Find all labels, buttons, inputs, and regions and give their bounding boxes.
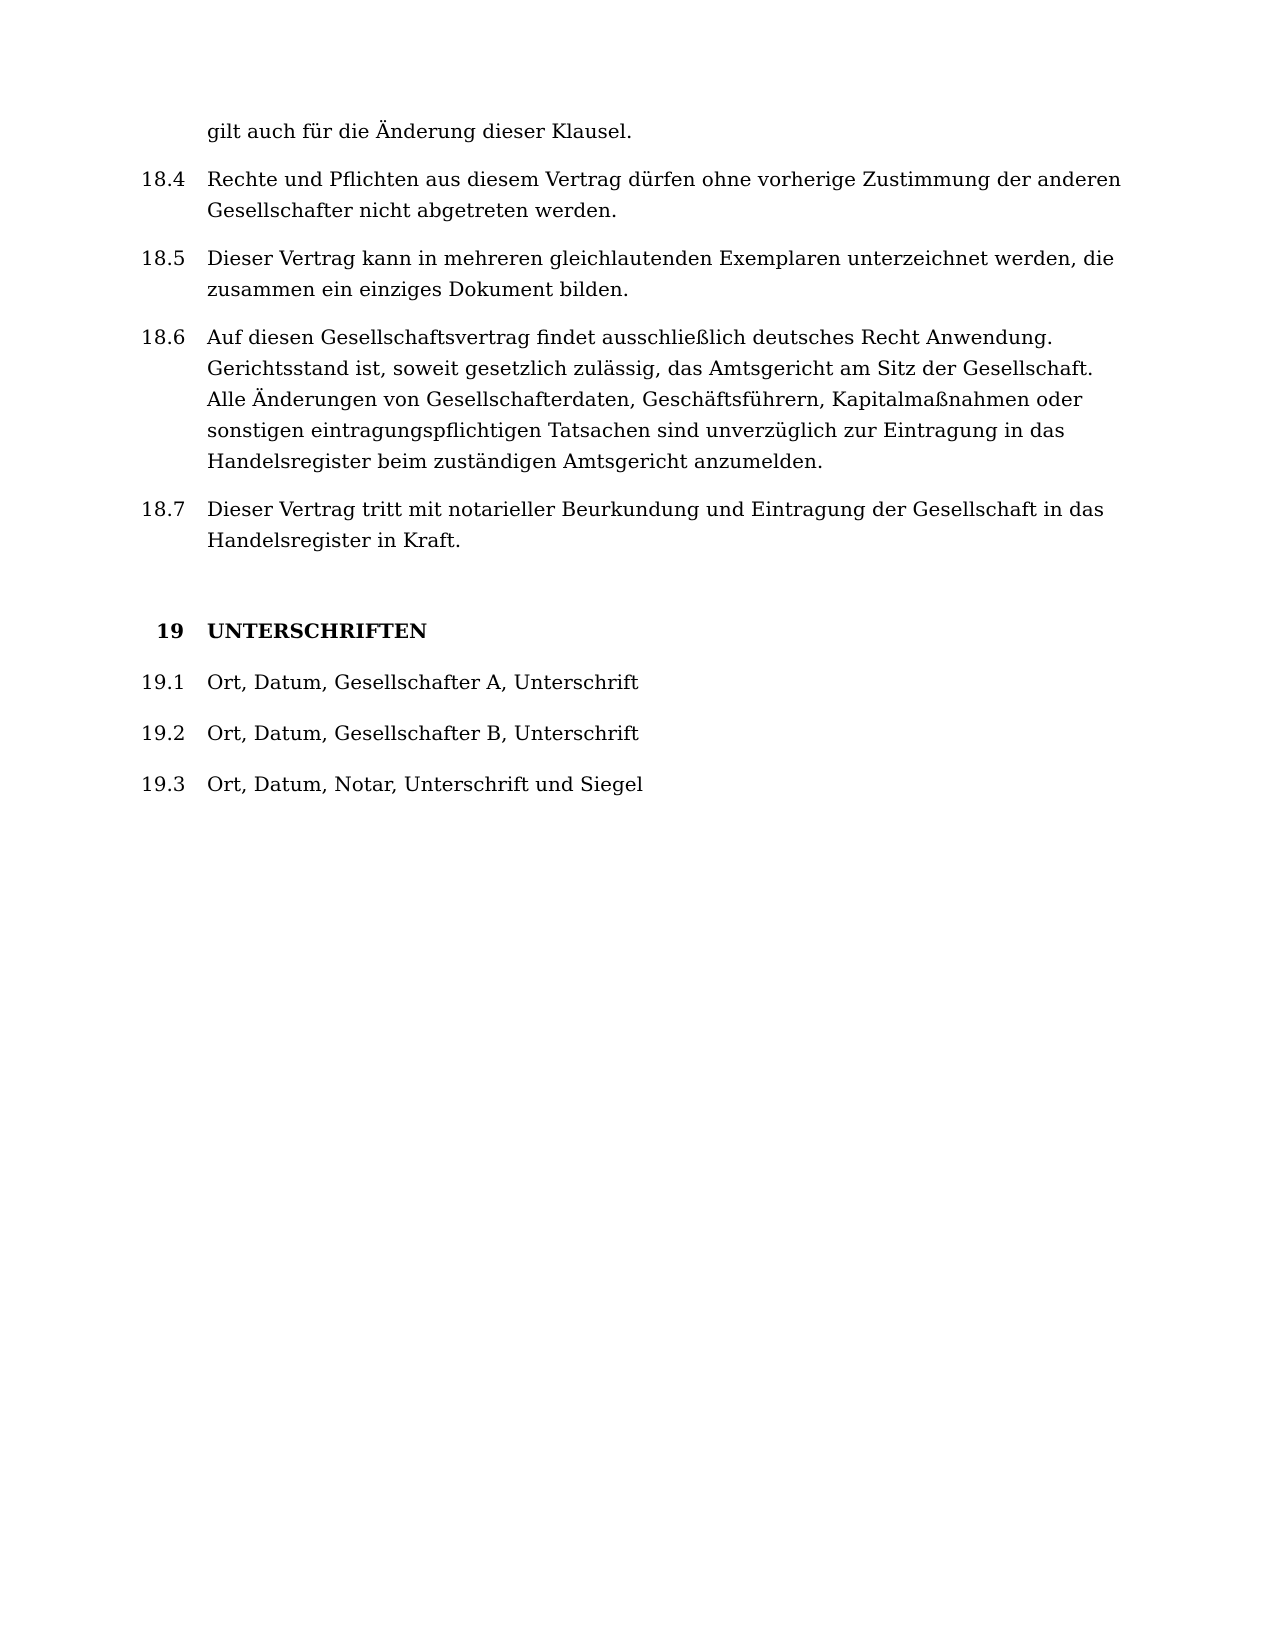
clause-number: 18.7 (141, 497, 186, 521)
clause-number: 18.6 (141, 325, 186, 349)
clause-text: Dieser Vertrag tritt mit notarieller Beurkundung und Eintragung der Gesellschaft in das Handelsregister in Kraft. (207, 497, 1104, 552)
continuation-text: gilt auch für die Änderung dieser Klausel. (207, 119, 633, 143)
clause-text: Dieser Vertrag kann in mehreren gleichlautenden Exemplaren unterzeichnet werden, die zusammen ein einziges Dokument bilden. (207, 246, 1115, 301)
clause-number: 19.2 (141, 721, 186, 745)
clause-18-5 (141, 243, 1121, 305)
clause-number: 18.4 (141, 167, 186, 191)
clause-19-1 (141, 667, 1121, 698)
clause-number: 19.3 (141, 772, 186, 796)
clause-18-6 (141, 322, 1121, 477)
document-body (141, 116, 1121, 820)
clause-19-2 (141, 718, 1121, 749)
section-heading-19 (141, 616, 1121, 647)
clause-text: Rechte und Pflichten aus diesem Vertrag dürfen ohne vorherige Zustimmung der anderen Gesellschafter nicht abgetreten werden. (207, 167, 1121, 222)
clause-19-3 (141, 769, 1121, 800)
clause-number: 19.1 (141, 670, 186, 694)
clause-text: Ort, Datum, Gesellschafter B, Unterschrift (207, 721, 639, 745)
clause-text: Ort, Datum, Notar, Unterschrift und Siegel (207, 772, 644, 796)
clause-18-7 (141, 494, 1121, 556)
clause-text: Ort, Datum, Gesellschafter A, Unterschrift (207, 670, 639, 694)
section-number: 19 (156, 619, 184, 643)
clause-number: 18.5 (141, 246, 186, 270)
section-title: UNTERSCHRIFTEN (207, 619, 428, 643)
clause-text: Auf diesen Gesellschaftsvertrag findet ausschließlich deutsches Recht Anwendung. Gerichtsstand ist, soweit gesetzlich zulässig, das Amtsgericht am Sitz der Gesellschaft. Alle Änderungen von Gesellschafterdaten, Geschäftsführern, Kapitalmaßnahmen oder sonstigen eintragungspflichtigen Tatsachen sind unverzüglich zur Eintragung in das Handelsregister beim zuständigen Amtsgericht anzumelden. (207, 325, 1094, 473)
clause-18-4 (141, 164, 1121, 226)
